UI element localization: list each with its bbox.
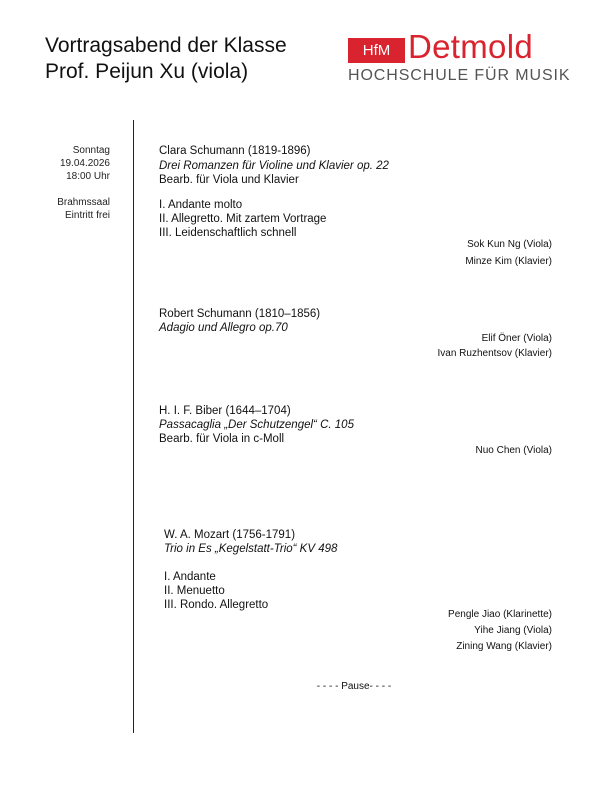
- pause-marker: - - - - Pause- - - -: [316, 681, 392, 692]
- arrangement-note: Bearb. für Viola und Klavier: [159, 174, 299, 186]
- logo-badge: HfM: [348, 38, 405, 63]
- page-title-line-1: Vortragsabend der Klasse: [45, 34, 287, 57]
- work-title: Drei Romanzen für Violine und Klavier op. 22: [159, 160, 389, 172]
- performer: Zining Wang (Klavier): [456, 641, 552, 652]
- page-title-line-2: Prof. Peijun Xu (viola): [45, 60, 249, 83]
- event-date: 19.04.2026: [59, 158, 110, 169]
- event-admission: Eintritt frei: [64, 210, 110, 221]
- composer: Clara Schumann (1819-1896): [159, 145, 311, 157]
- movement: I. Andante: [164, 571, 216, 583]
- work-title: Adagio und Allegro op.70: [159, 322, 288, 334]
- work-title: Passacaglia „Der Schutzengel“ C. 105: [159, 419, 354, 431]
- divider-line: [133, 120, 134, 733]
- performer: Nuo Chen (Viola): [475, 445, 552, 456]
- event-time: 18:00 Uhr: [66, 171, 110, 182]
- logo-subtitle: HOCHSCHULE FÜR MUSIK: [348, 67, 571, 84]
- composer: W. A. Mozart (1756-1791): [164, 529, 296, 541]
- performer: Ivan Ruzhentsov (Klavier): [437, 348, 552, 359]
- performer: Elif Öner (Viola): [481, 333, 552, 344]
- movement: I. Andante molto: [159, 199, 243, 211]
- work-title: Trio in Es „Kegelstatt-Trio“ KV 498: [164, 543, 338, 555]
- performer: Sok Kun Ng (Viola): [467, 239, 552, 250]
- movement: III. Leidenschaftlich schnell: [159, 227, 297, 239]
- performer: Minze Kim (Klavier): [465, 256, 552, 267]
- performer: Yihe Jiang (Viola): [474, 625, 552, 636]
- composer: H. I. F. Biber (1644–1704): [159, 405, 291, 417]
- movement: II. Allegretto. Mit zartem Vortrage: [159, 213, 327, 225]
- performer: Pengle Jiao (Klarinette): [448, 609, 552, 620]
- movement: II. Menuetto: [164, 585, 225, 597]
- logo-wordmark: Detmold: [408, 28, 533, 65]
- arrangement-note: Bearb. für Viola in c-Moll: [159, 433, 285, 445]
- movement: III. Rondo. Allegretto: [164, 599, 269, 611]
- composer: Robert Schumann (1810–1856): [159, 308, 321, 320]
- event-day: Sonntag: [72, 145, 110, 156]
- event-venue: Brahmssaal: [57, 197, 110, 208]
